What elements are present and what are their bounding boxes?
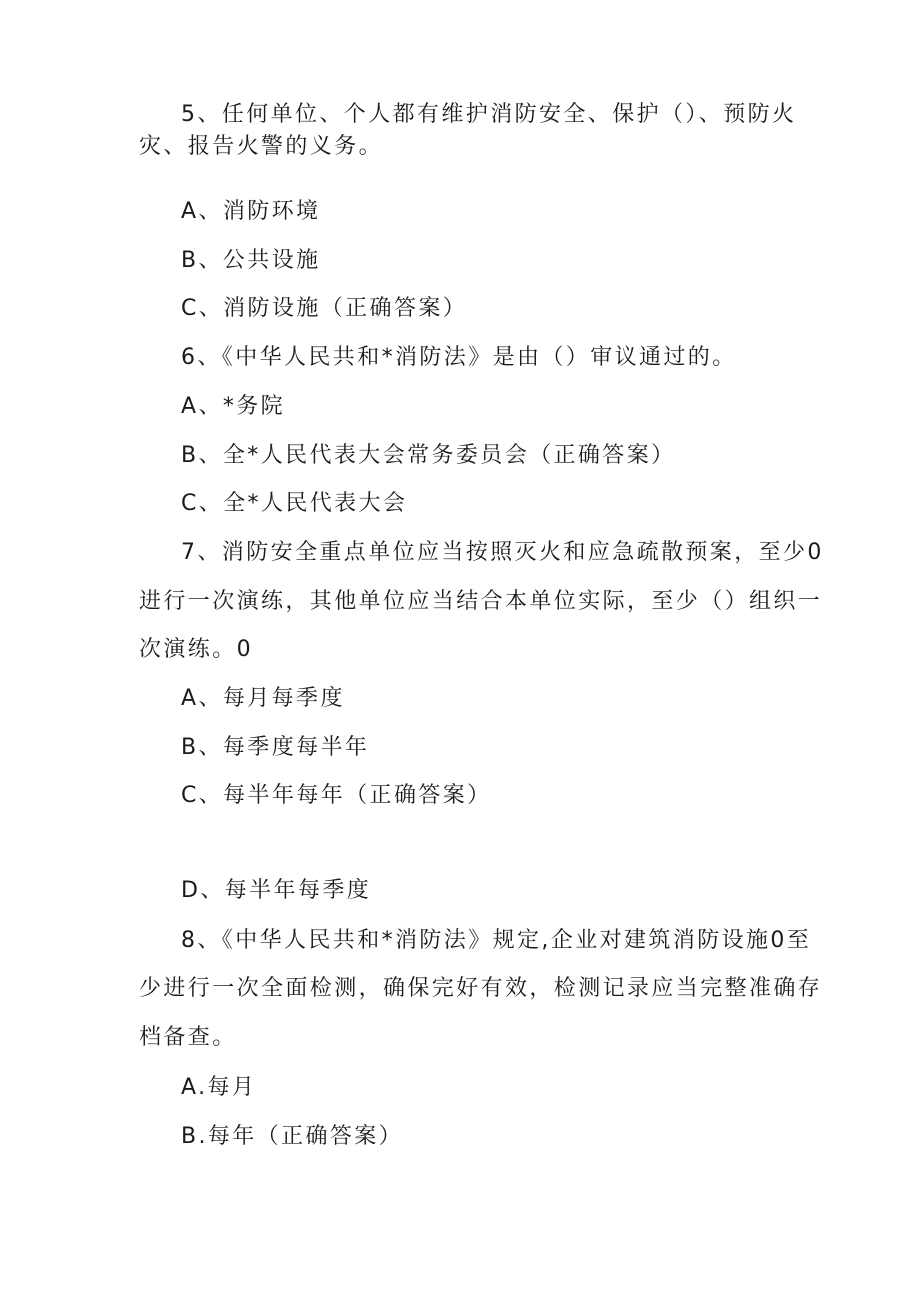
question-5-stem-line-1: 5、任何单位、个人都有维护消防安全、保护（）、预防火 xyxy=(181,102,797,127)
question-7-option-b: B、每季度每半年 xyxy=(181,735,370,760)
question-7-option-c: C、每半年每年（正确答案） xyxy=(181,783,492,808)
question-6-option-c: C、全*人民代表大会 xyxy=(181,491,408,516)
question-7-option-d: D、每半年每季度 xyxy=(181,878,372,903)
question-8-stem-line-1: 8、《中华人民共和*消防法》规定,企业对建筑消防设施0至 xyxy=(181,928,812,953)
question-8-option-b: B.每年（正确答案） xyxy=(181,1124,404,1149)
question-7-stem-line-2: 进行一次演练，其他单位应当结合本单位实际，至少（）组织一 xyxy=(139,589,823,614)
question-5-stem-line-2: 灾、报告火警的义务。 xyxy=(139,134,384,159)
question-8-stem-line-3: 档备查。 xyxy=(139,1025,237,1050)
question-5-option-b: B、公共设施 xyxy=(181,248,321,273)
question-5-option-a: A、消防环境 xyxy=(181,199,321,224)
question-6-stem-line-1: 6、《中华人民共和*消防法》是由（）审议通过的。 xyxy=(181,345,737,370)
question-7-stem-line-1: 7、消防安全重点单位应当按照灭火和应急疏散预案，至少0 xyxy=(181,540,824,565)
question-8-stem-line-2: 少进行一次全面检测，确保完好有效，检测记录应当完整准确存 xyxy=(139,976,823,1001)
question-7-stem-line-3: 次演练。0 xyxy=(139,637,253,662)
question-5-option-c: C、消防设施（正确答案） xyxy=(181,296,468,321)
question-7-option-a: A、每月每季度 xyxy=(181,686,345,711)
question-6-option-b: B、全*人民代表大会常务委员会（正确答案） xyxy=(181,443,676,468)
question-8-option-a: A.每月 xyxy=(181,1075,257,1100)
question-6-option-a: A、*务院 xyxy=(181,394,286,419)
